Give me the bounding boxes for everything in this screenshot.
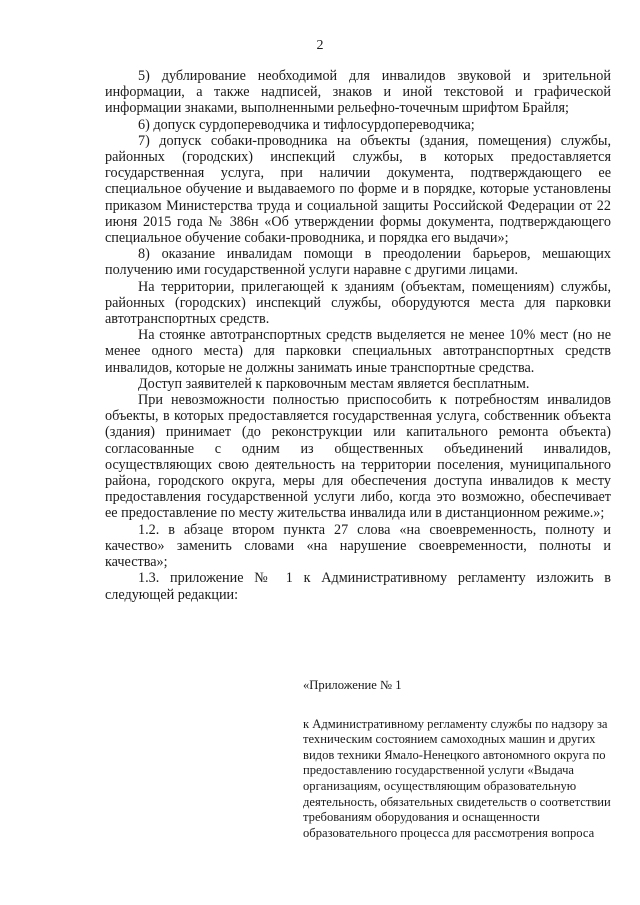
body-text	[105, 68, 611, 603]
paragraph-accessibility-measures: При невозможности полностью приспособить к потребностям инвалидов объекты, в которых предоставляется государственная услуга, собственник объекта (здания) принимает (до реконструкции или капитального ремонта объекта) согласованные с одним из общественных объединений инвалидов, осуществляющих свою деятельность на территории поселения, муниципального района, городского округа, меры для обеспечения доступа инвалидов к месту предоставления государственной услуги либо, когда это возможно, обеспечивает ее предоставление по месту жительства инвалида или в дистанционном режиме.»;	[105, 392, 611, 522]
paragraph-item-6: 6) допуск сурдопереводчика и тифлосурдопереводчика;	[138, 116, 475, 133]
paragraph-item-7: 7) допуск собаки-проводника на объекты (здания, помещения) службы, районных (городских) инспекций службы, в которых предоставляется государственная услуга, при наличии документа, подтверждающего ее специальное обучение и выдаваемого по форме и в порядке, которые установлены приказом Министерства труда и социальной защиты Российской Федерации от 22 июня 2015 года № 386н «Об утверждении формы документа, подтверждающего специальное обучение собаки-проводника, и порядка его выдачи»;	[105, 132, 611, 247]
paragraph-parking-territory: На территории, прилегающей к зданиям (объектам, помещениям) службы, районных (городских) инспекций службы, оборудуются места для парковки автотранспортных средств.	[105, 278, 611, 328]
appendix-title: «Приложение № 1	[303, 678, 402, 692]
page-number: 2	[316, 38, 324, 53]
paragraph-amendment-1-2: 1.2. в абзаце втором пункта 27 слова «на своевременность, полноту и качество» заменить словами «на нарушение своевременности, полноты и качества»;	[105, 521, 611, 571]
paragraph-item-5: 5) дублирование необходимой для инвалидов звуковой и зрительной информации, а также надписей, знаков и иной текстовой и графической информации знаками, выполненными рельефно-точечным шрифтом Брайля;	[105, 68, 611, 117]
paragraph-item-8: 8) оказание инвалидам помощи в преодолении барьеров, мешающих получению ими государственной услуги наравне с другими лицами.	[105, 246, 611, 279]
appendix-header	[303, 678, 613, 841]
paragraph-parking-quota: На стоянке автотранспортных средств выделяется не менее 10% мест (но не менее одного места) для парковки специальных автотранспортных средств инвалидов, которые не должны занимать иные транспортные средства.	[105, 327, 611, 376]
paragraph-parking-free: Доступ заявителей к парковочным местам является бесплатным.	[138, 375, 530, 392]
appendix-text: к Административному регламенту службы по надзору за техническим состоянием самоходных машин и других видов техники Ямало-Ненецкого автономного округа по предоставлению государственной услуги «Выдача организациям, осуществляющим образовательную деятельность, обязательных свидетельств о соответствии требованиям оборудования и оснащенности образовательного процесса для рассмотрения вопроса	[303, 716, 611, 840]
paragraph-amendment-1-3: 1.3. приложение № 1 к Административному регламенту изложить в следующей редакции:	[105, 570, 611, 603]
